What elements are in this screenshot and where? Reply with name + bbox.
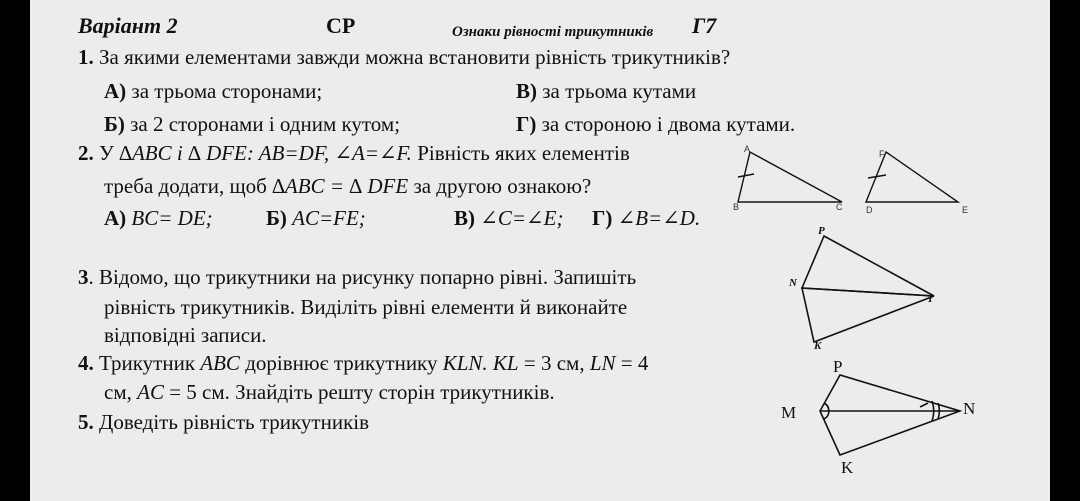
label-a: A: [744, 144, 751, 154]
triangle-dfe: [866, 152, 958, 202]
q1-option-a: А) за трьома сторонами;: [104, 79, 323, 103]
question-3-line-1: 3. Відомо, що трикутники на рисунку попарно рівні. Запишіть: [78, 265, 637, 289]
question-1: [78, 45, 730, 69]
question-4-line-1: 4. Трикутник ABC дорівнює трикутнику KLN. KL = 3 см, LN = 4: [78, 351, 649, 375]
worksheet: [30, 0, 1050, 501]
variant-title: Варіант 2: [78, 13, 178, 38]
question-2-line-1: 2. У ∆ABC і ∆ DFE: AB=DF, ∠A=∠F. Рівність яких елементів: [78, 141, 630, 165]
tick-mark-ab: [738, 174, 754, 177]
label-d: D: [866, 205, 873, 215]
q2-option-g: Г) ∠B=∠D.: [592, 206, 701, 230]
q2-option-b: Б) AC=FE;: [266, 206, 366, 230]
label-n-right: N: [963, 399, 976, 418]
triangle-abc: [738, 152, 842, 202]
label-k-bottom: K: [841, 458, 854, 477]
question-3-line-3: відповідні записи.: [104, 323, 267, 347]
question-3-line-2: рівність трикутників. Виділіть рівні елементи й виконайте: [104, 295, 628, 319]
label-p-bottom: P: [833, 357, 843, 376]
question-4-line-2: см, AC = 5 см. Знайдіть решту сторін трикутників.: [104, 380, 555, 404]
q1-option-g: Г) за стороною і двома кутами.: [516, 112, 796, 136]
label-n-left: N: [789, 277, 797, 289]
angle-tick-n: [920, 403, 928, 407]
q2-option-v: В) ∠C=∠E;: [454, 206, 564, 230]
q1-option-v: В) за трьома кутами: [516, 79, 697, 103]
q5-kite-figure: [810, 365, 980, 465]
triangle-ntk: [802, 288, 934, 342]
q2-option-a: А) BC= DE;: [104, 206, 213, 230]
question-1-number: 1.: [78, 45, 94, 69]
triangle-pnt: [802, 236, 934, 296]
label-p-top: P: [818, 225, 825, 237]
question-2-line-2: треба додати, щоб ∆ABC = ∆ DFE за другою ознакою?: [104, 174, 592, 198]
q2-triangles-figure: [726, 140, 986, 220]
q1-option-b: Б) за 2 сторонами і одним кутом;: [104, 112, 401, 136]
label-c: C: [836, 202, 843, 212]
label-b: B: [733, 202, 740, 212]
cp-label: СР: [326, 13, 356, 38]
label-f: F: [879, 149, 885, 159]
label-t: T: [927, 293, 934, 305]
code-label: Г7: [692, 13, 717, 38]
label-e: E: [962, 205, 969, 215]
q3-triangles-figure: [790, 226, 950, 356]
question-5: 5. Доведіть рівність трикутників: [78, 410, 370, 434]
topic-title: Ознаки рівності трикутників: [452, 24, 654, 40]
question-1-text: За якими елементами завжди можна встановити рівність трикутників?: [99, 45, 731, 69]
label-m: M: [781, 403, 797, 422]
label-k-mid: K: [814, 340, 822, 352]
